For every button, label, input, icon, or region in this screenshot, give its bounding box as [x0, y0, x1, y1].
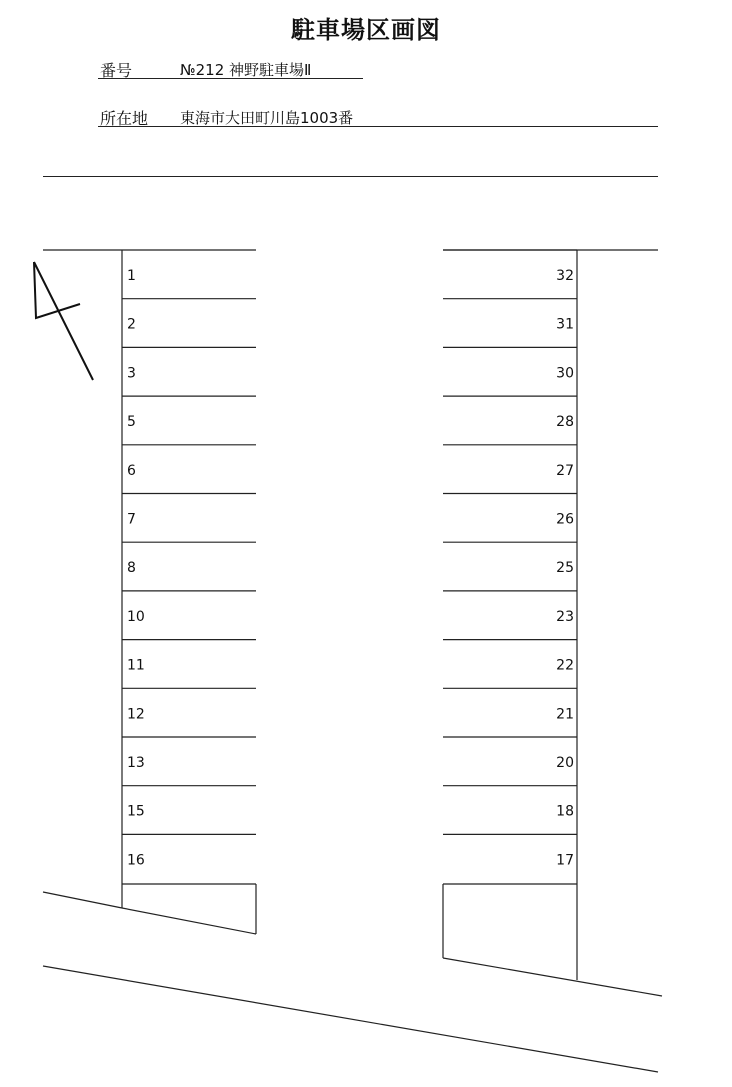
- right-end-slope: [443, 958, 662, 996]
- right-space-number: 18: [556, 803, 574, 820]
- left-space-number: 11: [127, 657, 145, 674]
- number-value: №212 神野駐車場Ⅱ: [180, 61, 312, 79]
- right-space-number: 21: [556, 706, 574, 723]
- number-label: 番号: [100, 61, 133, 80]
- left-space-number: 8: [127, 560, 136, 577]
- left-space-number: 16: [127, 852, 145, 869]
- road-edge-lower: [43, 966, 658, 1072]
- right-space-number: 20: [556, 755, 574, 771]
- right-space-number: 25: [556, 560, 574, 577]
- left-space-number: 10: [127, 608, 145, 625]
- left-space-number: 2: [127, 316, 136, 333]
- right-space-number: 22: [556, 657, 574, 674]
- right-space-number: 26: [556, 511, 574, 528]
- left-space-number: 13: [127, 755, 145, 771]
- right-space-number: 17: [556, 852, 574, 869]
- left-space-number: 7: [127, 511, 136, 528]
- left-space-number: 12: [127, 706, 145, 723]
- road-edge-upper-left: [43, 892, 122, 908]
- location-value: 東海市大田町川島1003番: [180, 109, 354, 127]
- right-space-number: 23: [556, 608, 574, 625]
- right-space-number: 31: [556, 316, 574, 333]
- left-space-number: 5: [127, 414, 136, 431]
- right-space-number: 28: [556, 414, 574, 431]
- left-space-number: 15: [127, 803, 145, 820]
- north-arrow-icon: [34, 262, 93, 380]
- right-space-number: 30: [556, 365, 574, 382]
- right-space-number: 27: [556, 462, 574, 479]
- left-space-number: 1: [127, 268, 136, 284]
- location-label: 所在地: [100, 109, 149, 128]
- right-space-number: 32: [556, 268, 574, 284]
- left-space-number: 6: [127, 462, 136, 479]
- left-end-slope: [122, 908, 256, 934]
- page-title: 駐車場区画図: [291, 16, 441, 44]
- left-space-number: 3: [127, 365, 136, 382]
